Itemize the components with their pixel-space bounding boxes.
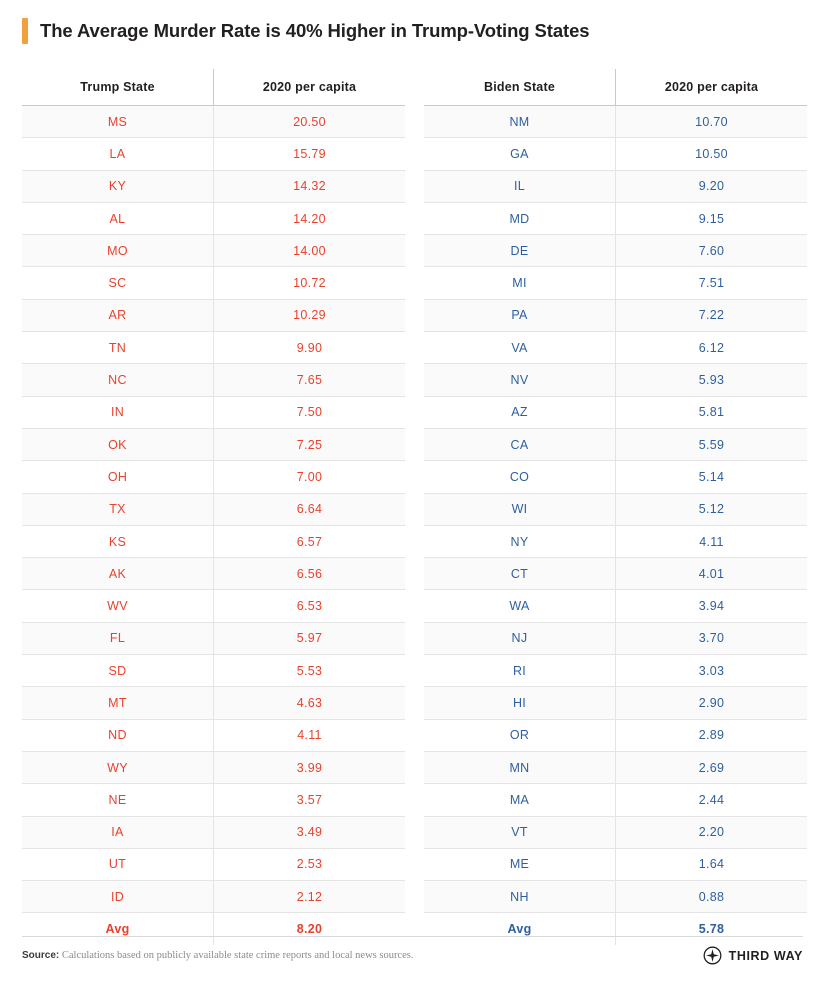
cell-value: 7.25 [214, 428, 406, 460]
source-note [22, 950, 414, 961]
table-row [424, 816, 807, 848]
table-row [424, 396, 807, 428]
cell-value: 7.22 [616, 299, 808, 331]
cell-state: IL [424, 170, 616, 202]
biden-states-table [424, 69, 807, 945]
table-row [22, 493, 405, 525]
cell-value: 3.94 [616, 590, 808, 622]
cell-value: 7.65 [214, 364, 406, 396]
table-row [424, 558, 807, 590]
table-row [424, 138, 807, 170]
title-row [22, 0, 803, 54]
cell-value: 3.03 [616, 655, 808, 687]
cell-state: ID [22, 881, 214, 913]
cell-state: VT [424, 816, 616, 848]
trump-table-body [22, 106, 405, 945]
cell-value: 4.63 [214, 687, 406, 719]
cell-state: IA [22, 816, 214, 848]
table-row [22, 267, 405, 299]
cell-state: SD [22, 655, 214, 687]
cell-value: 9.20 [616, 170, 808, 202]
cell-value: 9.90 [214, 332, 406, 364]
cell-value: 4.11 [214, 719, 406, 751]
cell-state: IN [22, 396, 214, 428]
column-header-biden-percapita: 2020 per capita [616, 69, 808, 106]
cell-state: AZ [424, 396, 616, 428]
cell-value: 10.29 [214, 299, 406, 331]
tables-container [22, 68, 803, 945]
cell-average-label: Avg [22, 913, 214, 945]
cell-state: FL [22, 622, 214, 654]
table-row [22, 784, 405, 816]
table-row [424, 170, 807, 202]
cell-state: AR [22, 299, 214, 331]
column-header-trump-percapita: 2020 per capita [214, 69, 406, 106]
cell-value: 2.89 [616, 719, 808, 751]
cell-value: 5.81 [616, 396, 808, 428]
trump-table-head [22, 69, 405, 106]
cell-state: NY [424, 525, 616, 557]
cell-value: 15.79 [214, 138, 406, 170]
cell-state: CO [424, 461, 616, 493]
cell-state: LA [22, 138, 214, 170]
table-row [22, 106, 405, 138]
table-row [22, 202, 405, 234]
table-header-row [22, 69, 405, 106]
cell-state: OR [424, 719, 616, 751]
cell-state: OK [22, 428, 214, 460]
cell-value: 2.20 [616, 816, 808, 848]
cell-state: WI [424, 493, 616, 525]
brand-name: THIRD WAY [728, 948, 803, 963]
cell-value: 2.44 [616, 784, 808, 816]
cell-value: 6.57 [214, 525, 406, 557]
cell-value: 10.72 [214, 267, 406, 299]
table-row [424, 881, 807, 913]
table-row [22, 655, 405, 687]
cell-state: NE [22, 784, 214, 816]
table-row [424, 493, 807, 525]
table-row [424, 590, 807, 622]
cell-value: 2.12 [214, 881, 406, 913]
table-row [424, 848, 807, 880]
cell-state: WV [22, 590, 214, 622]
table-row [22, 558, 405, 590]
table-row [22, 364, 405, 396]
table-row [22, 235, 405, 267]
cell-state: TX [22, 493, 214, 525]
cell-state: WA [424, 590, 616, 622]
cell-state: MD [424, 202, 616, 234]
table-row [424, 719, 807, 751]
cell-value: 10.50 [616, 138, 808, 170]
table-row [22, 590, 405, 622]
cell-value: 14.00 [214, 235, 406, 267]
table-row [22, 848, 405, 880]
table-row [424, 784, 807, 816]
table-row [22, 332, 405, 364]
trump-states-table [22, 69, 405, 945]
table-row [424, 525, 807, 557]
cell-value: 5.14 [616, 461, 808, 493]
cell-value: 0.88 [616, 881, 808, 913]
table-row [22, 687, 405, 719]
cell-average-value: 8.20 [214, 913, 406, 945]
table-row [424, 299, 807, 331]
cell-state: CA [424, 428, 616, 460]
column-header-trump-state: Trump State [22, 69, 214, 106]
cell-state: MO [22, 235, 214, 267]
table-row [22, 751, 405, 783]
table-row [22, 525, 405, 557]
table-row [22, 428, 405, 460]
cell-state: NH [424, 881, 616, 913]
cell-state: SC [22, 267, 214, 299]
table-row [424, 364, 807, 396]
cell-value: 9.15 [616, 202, 808, 234]
table-row [22, 299, 405, 331]
cell-value: 10.70 [616, 106, 808, 138]
cell-state: KY [22, 170, 214, 202]
cell-state: CT [424, 558, 616, 590]
table-row [424, 687, 807, 719]
cell-state: UT [22, 848, 214, 880]
compass-star-icon [703, 946, 722, 965]
cell-value: 7.50 [214, 396, 406, 428]
cell-value: 5.59 [616, 428, 808, 460]
cell-state: AL [22, 202, 214, 234]
cell-value: 5.12 [616, 493, 808, 525]
cell-value: 4.11 [616, 525, 808, 557]
cell-value: 3.49 [214, 816, 406, 848]
trump-table-wrapper [22, 68, 405, 945]
cell-value: 14.32 [214, 170, 406, 202]
cell-value: 7.60 [616, 235, 808, 267]
cell-value: 14.20 [214, 202, 406, 234]
table-row [22, 719, 405, 751]
cell-state: MA [424, 784, 616, 816]
cell-value: 3.99 [214, 751, 406, 783]
cell-state: VA [424, 332, 616, 364]
table-row [22, 461, 405, 493]
cell-state: TN [22, 332, 214, 364]
cell-value: 5.53 [214, 655, 406, 687]
column-header-biden-state: Biden State [424, 69, 616, 106]
source-label: Source: [22, 950, 60, 961]
table-row [424, 461, 807, 493]
table-row [22, 816, 405, 848]
cell-value: 6.64 [214, 493, 406, 525]
cell-average-value: 5.78 [616, 913, 808, 945]
cell-state: RI [424, 655, 616, 687]
table-row [424, 235, 807, 267]
cell-state: MT [22, 687, 214, 719]
table-row [424, 202, 807, 234]
biden-table-body [424, 106, 807, 945]
cell-state: NM [424, 106, 616, 138]
cell-state: AK [22, 558, 214, 590]
cell-value: 3.57 [214, 784, 406, 816]
cell-value: 2.53 [214, 848, 406, 880]
cell-state: WY [22, 751, 214, 783]
table-row [22, 622, 405, 654]
cell-state: NV [424, 364, 616, 396]
page-title: The Average Murder Rate is 40% Higher in Trump-Voting States [40, 20, 590, 41]
source-text: Calculations based on publicly available state crime reports and local news sources. [59, 950, 414, 961]
table-row [22, 170, 405, 202]
brand-lockup [703, 946, 803, 965]
footer [22, 936, 803, 965]
cell-state: DE [424, 235, 616, 267]
cell-value: 5.93 [616, 364, 808, 396]
table-row [22, 396, 405, 428]
cell-average-label: Avg [424, 913, 616, 945]
cell-state: NC [22, 364, 214, 396]
table-row [424, 332, 807, 364]
cell-state: MS [22, 106, 214, 138]
cell-state: ND [22, 719, 214, 751]
table-row [424, 106, 807, 138]
cell-value: 7.00 [214, 461, 406, 493]
table-row [424, 428, 807, 460]
accent-bar-icon [22, 18, 28, 44]
cell-value: 2.90 [616, 687, 808, 719]
cell-state: PA [424, 299, 616, 331]
cell-state: GA [424, 138, 616, 170]
cell-state: KS [22, 525, 214, 557]
table-row [22, 881, 405, 913]
biden-table-head [424, 69, 807, 106]
cell-value: 6.53 [214, 590, 406, 622]
cell-value: 4.01 [616, 558, 808, 590]
cell-state: ME [424, 848, 616, 880]
cell-state: HI [424, 687, 616, 719]
table-row [424, 751, 807, 783]
table-row [424, 267, 807, 299]
cell-state: MI [424, 267, 616, 299]
cell-value: 5.97 [214, 622, 406, 654]
cell-value: 7.51 [616, 267, 808, 299]
cell-value: 2.69 [616, 751, 808, 783]
cell-value: 6.56 [214, 558, 406, 590]
table-header-row [424, 69, 807, 106]
table-row [22, 138, 405, 170]
cell-value: 6.12 [616, 332, 808, 364]
cell-state: OH [22, 461, 214, 493]
table-row [424, 655, 807, 687]
biden-table-wrapper [424, 68, 807, 945]
cell-value: 1.64 [616, 848, 808, 880]
table-row [424, 622, 807, 654]
cell-value: 3.70 [616, 622, 808, 654]
cell-state: MN [424, 751, 616, 783]
cell-state: NJ [424, 622, 616, 654]
cell-value: 20.50 [214, 106, 406, 138]
